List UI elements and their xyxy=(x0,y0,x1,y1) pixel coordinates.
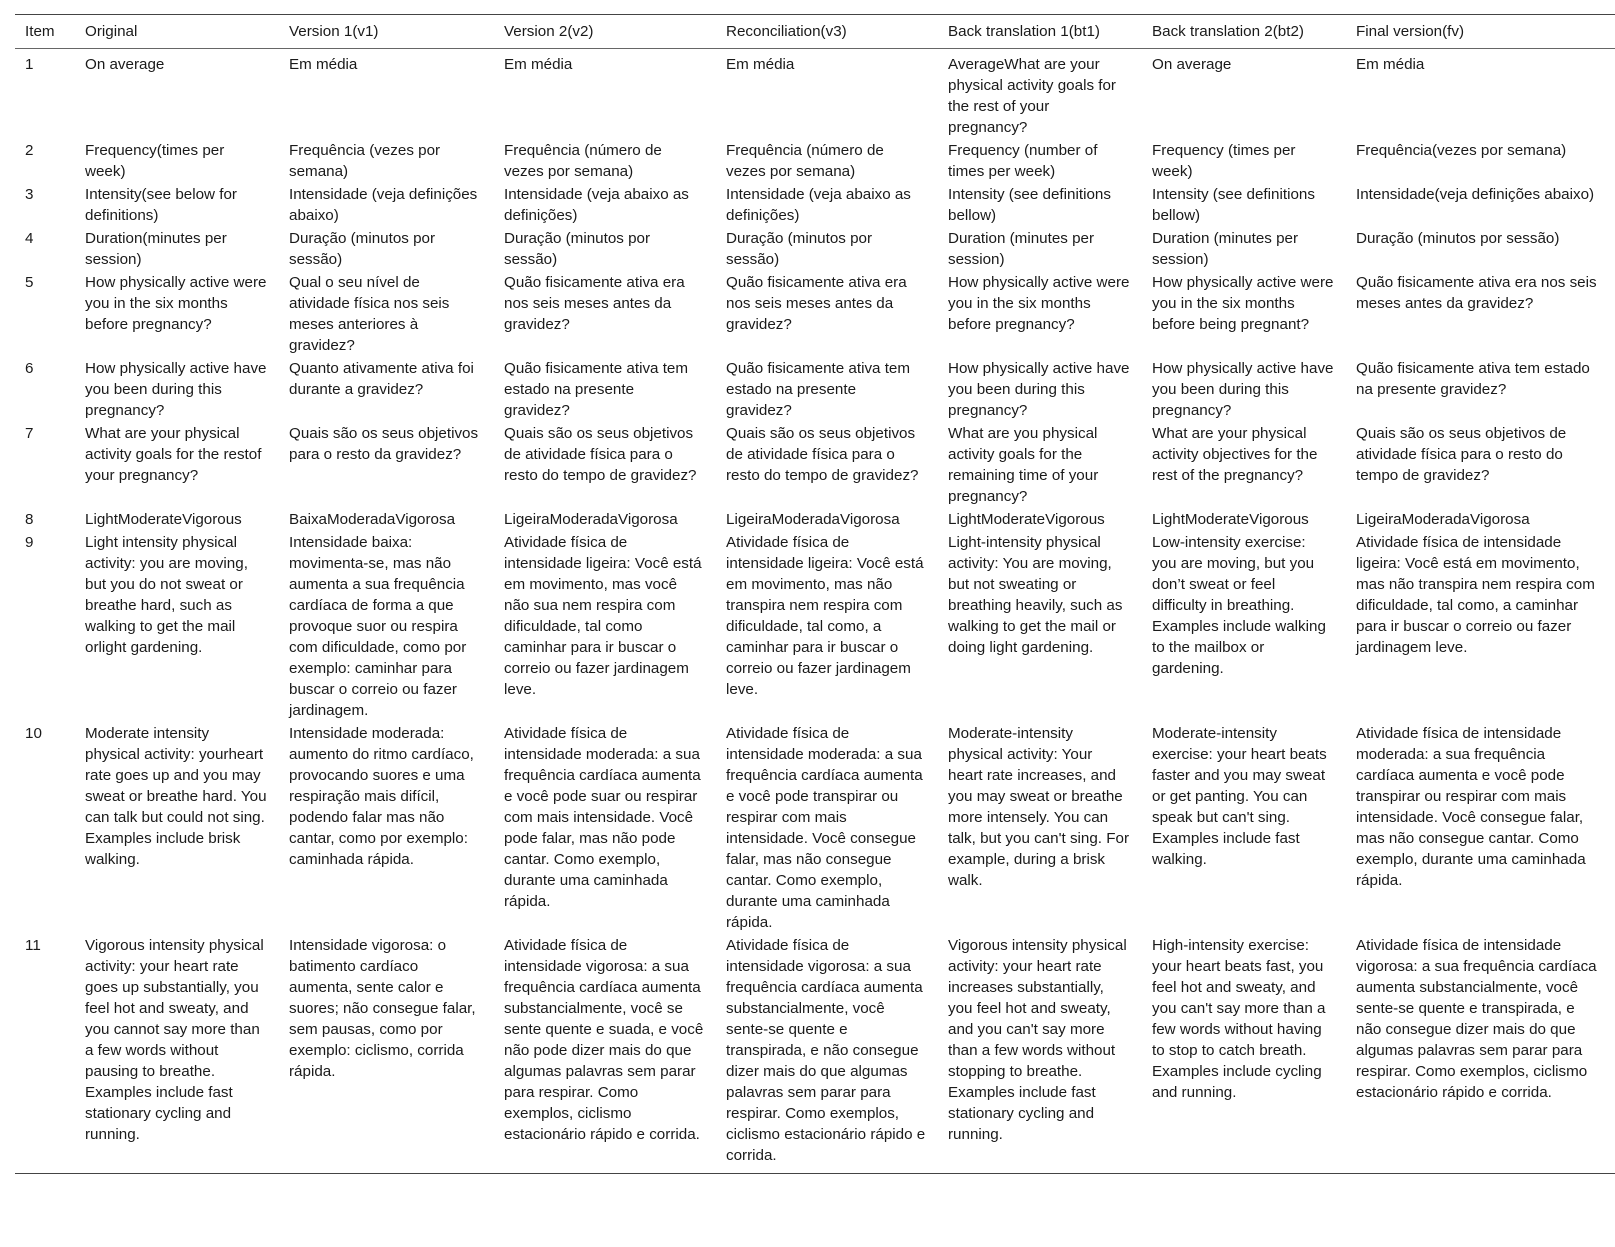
cell-original: Light intensity physical activity: you are moving, but you do not sweat or breathe hard, such as walking to get the mail orlight gardening. xyxy=(85,534,248,656)
cell-original: What are your physical activity goals for the restof your pregnancy? xyxy=(85,425,262,484)
translation-table-document xyxy=(15,14,1615,1174)
cell-item: 4 xyxy=(25,230,34,247)
cell-back-translation-2: How physically active were you in the six months before being pregnant? xyxy=(1152,274,1334,333)
cell-original: Vigorous intensity physical activity: your heart rate goes up substantially, you feel hot and sweaty, and you cannot say more than a few words without pausing to breathe. Examples include fast stationary cycling and running. xyxy=(85,937,264,1143)
cell-back-translation-2: Low-intensity exercise: you are moving, but you don’t sweat or feel difficulty in breathing. Examples include walking to the mailbox or gardening. xyxy=(1152,534,1326,677)
cell-original: On average xyxy=(85,56,165,73)
cell-version-2: LigeiraModeradaVigorosa xyxy=(504,511,678,528)
cell-reconciliation: Atividade física de intensidade moderada: a sua frequência cardíaca aumenta e você pode transpirar ou respirar com mais intensidade. Você consegue falar, mas não consegue cantar. Como exemplo, durante uma caminhada rápida. xyxy=(726,725,923,931)
table-body xyxy=(15,49,1615,1174)
cell-final-version: Em média xyxy=(1356,56,1425,73)
cell-item: 10 xyxy=(25,725,42,742)
cell-version-2: Quais são os seus objetivos de atividade física para o resto do tempo de gravidez? xyxy=(504,425,697,484)
cell-version-1: Quais são os seus objetivos para o resto da gravidez? xyxy=(289,425,479,463)
cell-item: 2 xyxy=(25,142,34,159)
table-row xyxy=(15,357,1615,422)
cell-final-version: Atividade física de intensidade ligeira: Você está em movimento, mas não transpira nem respira com dificuldade, tal como, a caminhar para ir buscar o correio ou fazer jardinagem leve. xyxy=(1356,534,1595,656)
cell-version-1: Intensidade moderada: aumento do ritmo cardíaco, provocando suores e uma respiração mais difícil, podendo falar mas não cantar, como por exemplo: caminhada rápida. xyxy=(289,725,474,868)
cell-final-version: Atividade física de intensidade vigorosa: a sua frequência cardíaca aumenta substancialmente, você sente-se quente e transpirada, e não consegue dizer mais do que algumas palavras sem parar para respirar. Como exemplos, ciclismo estacionário rápido e corrida. xyxy=(1356,937,1597,1101)
table-row xyxy=(15,722,1615,934)
cell-back-translation-1: Duration (minutes per session) xyxy=(948,230,1095,268)
cell-item: 5 xyxy=(25,274,34,291)
table-row xyxy=(15,139,1615,183)
column-header-version-2: Version 2(v2) xyxy=(504,23,594,40)
column-header-back-translation-2: Back translation 2(bt2) xyxy=(1152,23,1304,40)
cell-original: LightModerateVigorous xyxy=(85,511,242,528)
cell-final-version: Quais são os seus objetivos de atividade física para o resto do tempo de gravidez? xyxy=(1356,425,1567,484)
column-header-final-version: Final version(fv) xyxy=(1356,23,1465,40)
cell-version-1: BaixaModeradaVigorosa xyxy=(289,511,456,528)
cell-back-translation-1: Frequency (number of times per week) xyxy=(948,142,1098,180)
cell-back-translation-1: Light-intensity physical activity: You are moving, but not sweating or breathing heavily, such as walking to get the mail or doing light gardening. xyxy=(948,534,1123,656)
cell-reconciliation: Atividade física de intensidade ligeira: Você está em movimento, mas não transpira nem respira com dificuldade, tal como, a caminhar para ir buscar o correio ou fazer jardinagem leve. xyxy=(726,534,924,698)
cell-reconciliation: LigeiraModeradaVigorosa xyxy=(726,511,900,528)
cell-back-translation-1: How physically active have you been during this pregnancy? xyxy=(948,360,1130,419)
cell-version-2: Quão fisicamente ativa era nos seis meses antes da gravidez? xyxy=(504,274,685,333)
table-header xyxy=(15,15,1615,49)
cell-version-1: Intensidade baixa: movimenta-se, mas não aumenta a sua frequência cardíaca de forma a que provoque suor ou respira com dificuldade, como por exemplo: caminhar para buscar o correio ou fazer jardinagem. xyxy=(289,534,467,719)
cell-final-version: Duração (minutos por sessão) xyxy=(1356,230,1560,247)
cell-reconciliation: Atividade física de intensidade vigorosa: a sua frequência cardíaca aumenta substancialmente, você sente-se quente e transpirada, e não consegue dizer mais do que algumas palavras sem parar para respirar. Como exemplos, ciclismo estacionário rápido e corrida. xyxy=(726,937,926,1164)
cell-item: 3 xyxy=(25,186,34,203)
cell-final-version: Intensidade(veja definições abaixo) xyxy=(1356,186,1595,203)
header-row xyxy=(15,15,1615,49)
cell-original: Frequency(times per week) xyxy=(85,142,225,180)
column-header-reconciliation: Reconciliation(v3) xyxy=(726,23,847,40)
cell-version-2: Frequência (número de vezes por semana) xyxy=(504,142,662,180)
cell-version-1: Em média xyxy=(289,56,358,73)
table-row xyxy=(15,531,1615,722)
table-row xyxy=(15,934,1615,1174)
cell-original: How physically active were you in the six months before pregnancy? xyxy=(85,274,267,333)
translation-table xyxy=(15,14,1615,1174)
cell-back-translation-1: AverageWhat are your physical activity goals for the rest of your pregnancy? xyxy=(948,56,1116,136)
cell-item: 9 xyxy=(25,534,34,551)
cell-reconciliation: Duração (minutos por sessão) xyxy=(726,230,873,268)
cell-version-1: Intensidade vigorosa: o batimento cardíaco aumenta, sente calor e suores; não consegue falar, sem pausas, como por exemplo: ciclismo, corrida rápida. xyxy=(289,937,476,1080)
cell-item: 11 xyxy=(25,937,41,954)
cell-final-version: Atividade física de intensidade moderada: a sua frequência cardíaca aumenta e você pode transpirar ou respirar com mais intensidade. Você consegue falar, mas não consegue cantar. Como exemplo, durante uma caminhada rápida. xyxy=(1356,725,1586,889)
cell-version-1: Duração (minutos por sessão) xyxy=(289,230,436,268)
cell-version-1: Quanto ativamente ativa foi durante a gravidez? xyxy=(289,360,474,398)
table-row xyxy=(15,49,1615,140)
cell-item: 1 xyxy=(25,56,34,73)
table-row xyxy=(15,422,1615,508)
cell-back-translation-1: What are you physical activity goals for the remaining time of your pregnancy? xyxy=(948,425,1099,505)
cell-reconciliation: Quão fisicamente ativa era nos seis meses antes da gravidez? xyxy=(726,274,907,333)
column-header-original: Original xyxy=(85,23,138,40)
column-header-back-translation-1: Back translation 1(bt1) xyxy=(948,23,1100,40)
cell-item: 8 xyxy=(25,511,34,528)
cell-final-version: Frequência(vezes por semana) xyxy=(1356,142,1567,159)
cell-back-translation-2: How physically active have you been during this pregnancy? xyxy=(1152,360,1334,419)
cell-back-translation-2: Intensity (see definitions bellow) xyxy=(1152,186,1315,224)
cell-version-1: Frequência (vezes por semana) xyxy=(289,142,441,180)
cell-final-version: Quão fisicamente ativa era nos seis meses antes da gravidez? xyxy=(1356,274,1597,312)
cell-back-translation-1: Moderate-intensity physical activity: Your heart rate increases, and you may sweat or breathe more intensely. You can talk, but you can't sing. For example, during a brisk walk. xyxy=(948,725,1130,889)
column-header-version-1: Version 1(v1) xyxy=(289,23,379,40)
cell-reconciliation: Frequência (número de vezes por semana) xyxy=(726,142,884,180)
cell-reconciliation: Em média xyxy=(726,56,795,73)
cell-original: How physically active have you been during this pregnancy? xyxy=(85,360,267,419)
cell-back-translation-1: Intensity (see definitions bellow) xyxy=(948,186,1111,224)
cell-reconciliation: Quais são os seus objetivos de atividade física para o resto do tempo de gravidez? xyxy=(726,425,919,484)
cell-version-2: Atividade física de intensidade vigorosa: a sua frequência cardíaca aumenta substancialmente, você se sente quente e suada, e você não pode dizer mais do que algumas palavras sem parar para respirar. Como exemplos, ciclismo estacionário rápido e corrida. xyxy=(504,937,704,1143)
cell-item: 6 xyxy=(25,360,34,377)
table-row xyxy=(15,508,1615,531)
cell-final-version: Quão fisicamente ativa tem estado na presente gravidez? xyxy=(1356,360,1590,398)
cell-version-2: Atividade física de intensidade moderada: a sua frequência cardíaca aumenta e você pode suar ou respirar com mais intensidade. Você pode falar, mas não pode cantar. Como exemplo, durante uma caminhada rápida. xyxy=(504,725,701,910)
cell-back-translation-2: Duration (minutes per session) xyxy=(1152,230,1299,268)
column-header-item: Item xyxy=(25,23,55,40)
table-row xyxy=(15,271,1615,357)
cell-back-translation-2: Moderate-intensity exercise: your heart beats faster and you may sweat or get panting. You can speak but can't sing. Examples include fast walking. xyxy=(1152,725,1327,868)
cell-back-translation-2: On average xyxy=(1152,56,1232,73)
cell-version-1: Qual o seu nível de atividade física nos seis meses anteriores à gravidez? xyxy=(289,274,450,354)
cell-back-translation-1: Vigorous intensity physical activity: your heart rate increases substantially, you feel hot and sweaty, and you can't say more than a few words without stopping to breathe. Examples include fast stationary cycling and running. xyxy=(948,937,1127,1143)
cell-version-2: Atividade física de intensidade ligeira: Você está em movimento, mas você não sua nem respira com dificuldade, tal como caminhar para ir buscar o correio ou fazer jardinagem leve. xyxy=(504,534,702,698)
cell-back-translation-1: LightModerateVigorous xyxy=(948,511,1105,528)
cell-version-1: Intensidade (veja definições abaixo) xyxy=(289,186,478,224)
cell-version-2: Intensidade (veja abaixo as definições) xyxy=(504,186,689,224)
cell-item: 7 xyxy=(25,425,34,442)
cell-final-version: LigeiraModeradaVigorosa xyxy=(1356,511,1530,528)
cell-reconciliation: Quão fisicamente ativa tem estado na presente gravidez? xyxy=(726,360,911,419)
cell-reconciliation: Intensidade (veja abaixo as definições) xyxy=(726,186,911,224)
table-row xyxy=(15,227,1615,271)
cell-original: Duration(minutes per session) xyxy=(85,230,227,268)
cell-back-translation-2: LightModerateVigorous xyxy=(1152,511,1309,528)
table-row xyxy=(15,183,1615,227)
cell-back-translation-2: Frequency (times per week) xyxy=(1152,142,1296,180)
cell-back-translation-1: How physically active were you in the six months before pregnancy? xyxy=(948,274,1130,333)
cell-version-2: Duração (minutos por sessão) xyxy=(504,230,651,268)
cell-back-translation-2: What are your physical activity objectives for the rest of the pregnancy? xyxy=(1152,425,1318,484)
cell-version-2: Em média xyxy=(504,56,573,73)
cell-version-2: Quão fisicamente ativa tem estado na presente gravidez? xyxy=(504,360,689,419)
cell-original: Moderate intensity physical activity: yourheart rate goes up and you may sweat or breathe hard. You can talk but could not sing. Examples include brisk walking. xyxy=(85,725,267,868)
cell-original: Intensity(see below for definitions) xyxy=(85,186,237,224)
cell-back-translation-2: High-intensity exercise: your heart beats fast, you feel hot and sweaty, and you can't say more than a few words without having to stop to catch breath. Examples include cycling and running. xyxy=(1152,937,1326,1101)
